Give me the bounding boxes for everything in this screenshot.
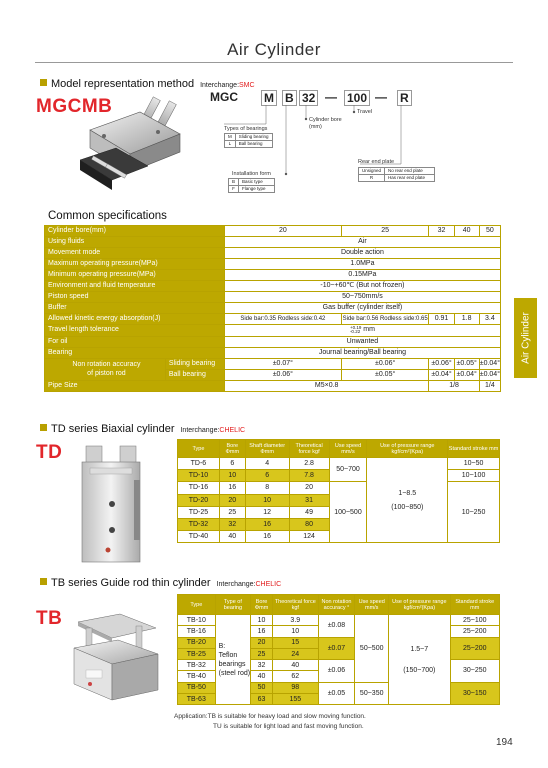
column-header: Shaft diameter Φmm	[245, 440, 289, 458]
td-bore: 16	[219, 482, 245, 494]
spec-row	[45, 314, 501, 325]
rear-plate-label: Rear end plate	[358, 159, 395, 165]
spec-row	[45, 336, 501, 347]
tb-accuracy: ±0.08	[318, 615, 355, 638]
tb-bearing	[215, 615, 251, 705]
spec-row	[45, 237, 501, 248]
spec-value: Gas buffer (cylinder itself)	[224, 303, 500, 314]
code-rear-box: R	[397, 90, 412, 106]
tb-type: TB-32	[178, 660, 216, 671]
code-installation-box: B	[282, 90, 297, 106]
spec-row	[45, 270, 501, 281]
bullet-square-icon	[40, 578, 47, 585]
tb-force: 40	[272, 660, 318, 671]
tb-stroke: 25~200	[450, 626, 500, 637]
spec-value: ±0.04°	[479, 358, 500, 369]
tb-heading-text: TB series Guide rod thin cylinder	[51, 577, 211, 589]
spec-value: ±0.04°	[479, 369, 500, 380]
spec-value: 0.91	[429, 314, 454, 325]
model-label: MGCMB	[36, 96, 113, 117]
td-force: 124	[289, 531, 329, 543]
td-force: 20	[289, 482, 329, 494]
bore-col: 50	[479, 226, 500, 237]
tb-force: 15	[272, 637, 318, 648]
tb-bore: 50	[251, 682, 273, 693]
bearing-types-label: Types of bearings	[224, 126, 268, 132]
tb-type: TB-10	[178, 615, 216, 626]
tb-accuracy: ±0.06	[318, 660, 355, 683]
mgcmb-cylinder-photo	[70, 90, 190, 198]
td-pressure-kgf: 1~8.5	[398, 489, 417, 497]
section-heading-tb	[40, 577, 281, 589]
td-force: 31	[289, 494, 329, 506]
tb-type: TB-40	[178, 671, 216, 682]
tb-spec-table	[177, 594, 500, 705]
spec-value: Journal bearing/Ball bearing	[224, 347, 500, 358]
accuracy-label	[45, 358, 166, 380]
side-tab	[514, 298, 537, 378]
specs-table	[44, 225, 501, 392]
tb-pressure	[389, 615, 450, 705]
td-speed: 50~700	[329, 458, 367, 482]
interchange-note: Interchange:CHELIC	[216, 581, 282, 588]
tb-accuracy: ±0.07	[318, 637, 355, 660]
tb-bore: 20	[251, 637, 273, 648]
td-header-row	[178, 440, 500, 458]
rear-plate-table	[358, 167, 435, 182]
tb-force: 155	[272, 694, 318, 705]
spec-value: ±0.06°	[224, 369, 341, 380]
td-bore: 40	[219, 531, 245, 543]
application-note: Application:TB is suitable for heavy load and slow moving function.	[174, 713, 366, 720]
spec-value: Unwanted	[224, 336, 500, 347]
tb-stroke: 25~100	[450, 615, 500, 626]
tb-force: 98	[272, 682, 318, 693]
spec-value: -10~+60℃ (But not frozen)	[224, 281, 500, 292]
column-header: Use speed mm/s	[355, 595, 389, 615]
spec-value: ±0.04°	[429, 369, 454, 380]
spec-row	[45, 358, 501, 369]
installation-label: Installation form	[232, 171, 271, 177]
table-row	[178, 615, 500, 626]
spec-value: 1.0MPa	[224, 259, 500, 270]
tb-bore: 16	[251, 626, 273, 637]
td-shaft: 12	[245, 506, 289, 518]
spec-label: Bearing	[45, 347, 225, 358]
rear-plate-name: Has rear end plate	[385, 175, 435, 182]
tb-force: 10	[272, 626, 318, 637]
td-shaft: 16	[245, 531, 289, 543]
interchange-brand: CHELIC	[255, 581, 282, 588]
spec-label: Cylinder bore(mm)	[45, 226, 225, 237]
bearing-types-table	[224, 133, 273, 148]
td-type: TD-16	[178, 482, 220, 494]
specs-header-row	[45, 226, 501, 237]
code-dash-2: —	[375, 90, 387, 104]
td-speed: 100~500	[329, 482, 367, 543]
tb-pressure-kpa: (150~700)	[403, 666, 436, 674]
section-heading-model	[40, 78, 255, 90]
bore-col: 32	[429, 226, 454, 237]
table-row	[178, 482, 500, 494]
spec-label: For oil	[45, 336, 225, 347]
spec-label: Ball bearing	[165, 369, 224, 380]
td-type: TD-40	[178, 531, 220, 543]
application-note: TU is suitable for light load and fast moving function.	[213, 723, 364, 730]
spec-value: Double action	[224, 248, 500, 259]
td-bore: 32	[219, 518, 245, 530]
rear-plate-code: R	[359, 175, 385, 182]
interchange-brand: CHELIC	[219, 427, 246, 434]
bore-col: 20	[224, 226, 341, 237]
column-header: Use of pressure range kgf/cm²(Kpa)	[389, 595, 450, 615]
specs-heading: Common specifications	[48, 210, 167, 222]
rear-plate-code: Unsigned	[359, 168, 385, 175]
interchange-brand: SMC	[239, 82, 255, 89]
td-shaft: 16	[245, 518, 289, 530]
column-header: Standard stroke mm	[448, 440, 500, 458]
spec-label: Piston speed	[45, 292, 225, 303]
tb-bearing-line: Teflon	[218, 651, 238, 659]
td-type: TD-10	[178, 470, 220, 482]
column-header: Theoretical force kgf	[272, 595, 318, 615]
column-header: Use of pressure range kgf/cm²(Kpa)	[367, 440, 448, 458]
spec-row	[45, 281, 501, 292]
td-cylinder-photo	[76, 440, 156, 568]
bearing-code: L	[225, 141, 236, 148]
page-title: Air Cylinder	[227, 40, 321, 59]
tolerance-value	[224, 325, 500, 337]
td-force: 49	[289, 506, 329, 518]
td-type: TD-32	[178, 518, 220, 530]
column-header: Type	[178, 595, 216, 615]
tolerance-unit: mm	[363, 326, 375, 333]
column-header: Theoretical force kgf	[289, 440, 329, 458]
installation-table	[228, 178, 275, 193]
spec-row	[45, 380, 501, 391]
tb-bore: 32	[251, 660, 273, 671]
cylinder-bore-label: Cylinder bore	[309, 117, 342, 123]
column-header: Bore Φmm	[251, 595, 273, 615]
tb-cylinder-photo	[60, 612, 170, 708]
accuracy-label-line: Non rotation accuracy	[72, 361, 141, 369]
code-dash-1: —	[325, 90, 337, 104]
spec-label: Environment and fluid temperature	[45, 281, 225, 292]
bearing-name: Sliding bearing	[235, 134, 272, 141]
accuracy-label-line: of piston rod	[87, 370, 126, 378]
tb-bearing-line: bearings	[218, 660, 246, 668]
tb-type: TB-50	[178, 682, 216, 693]
tb-force: 3.9	[272, 615, 318, 626]
spec-value: ±0.06°	[429, 358, 454, 369]
installation-code: F	[229, 186, 239, 193]
spec-label: Movement mode	[45, 248, 225, 259]
spec-row	[45, 325, 501, 337]
td-stroke: 10~50	[448, 458, 500, 470]
rear-plate-name: No rear end plate	[385, 168, 435, 175]
td-shaft: 6	[245, 470, 289, 482]
tb-type: TB-20	[178, 637, 216, 648]
tb-bore: 25	[251, 648, 273, 659]
tb-type: TB-16	[178, 626, 216, 637]
bullet-square-icon	[40, 424, 47, 431]
td-stroke: 10~250	[448, 482, 500, 543]
spec-label: Pipe Size	[45, 380, 225, 391]
td-bore: 20	[219, 494, 245, 506]
spec-value: 1/8	[429, 380, 479, 391]
spec-row	[45, 259, 501, 270]
spec-value: M5×0.8	[224, 380, 429, 391]
td-pressure	[367, 458, 448, 543]
tb-speed: 50~350	[355, 682, 389, 705]
tb-bore: 10	[251, 615, 273, 626]
tb-header-row	[178, 595, 500, 615]
spec-label: Using fluids	[45, 237, 225, 248]
spec-label: Travel length tolerance	[45, 325, 225, 337]
spec-label: Buffer	[45, 303, 225, 314]
td-force: 7.8	[289, 470, 329, 482]
tb-bearing-line: (steel rod)	[218, 669, 251, 677]
page-number: 194	[496, 737, 513, 748]
tb-speed: 50~500	[355, 615, 389, 683]
td-bore: 25	[219, 506, 245, 518]
column-header: Non rotation accuracy °	[318, 595, 355, 615]
spec-value: ±0.05°	[454, 358, 479, 369]
code-bore-box: 32	[299, 90, 318, 106]
tb-bore: 63	[251, 694, 273, 705]
installation-name: Basic type	[239, 179, 275, 186]
tb-type: TB-25	[178, 648, 216, 659]
spec-value: ±0.04°	[454, 369, 479, 380]
spec-value: ±0.06°	[341, 358, 429, 369]
code-bearing-box: M	[261, 90, 277, 106]
spec-row	[45, 303, 501, 314]
td-pressure-kpa: (100~850)	[391, 503, 424, 511]
td-heading-text: TD series Biaxial cylinder	[51, 423, 175, 435]
tolerance-upper: +0.19	[349, 324, 362, 330]
td-bore: 6	[219, 458, 245, 470]
spec-value: ±0.05°	[341, 369, 429, 380]
td-stroke: 10~100	[448, 470, 500, 482]
td-spec-table	[177, 439, 500, 543]
model-code-diagram	[210, 90, 450, 210]
code-travel-box: 100	[344, 90, 370, 106]
spec-value: 3.4	[479, 314, 500, 325]
bullet-square-icon	[40, 79, 47, 86]
spec-value: 0.15MPa	[224, 270, 500, 281]
spec-row	[45, 292, 501, 303]
tb-force: 62	[272, 671, 318, 682]
section-heading-td	[40, 423, 245, 435]
column-header: Bore Φmm	[219, 440, 245, 458]
spec-value: Air	[224, 237, 500, 248]
table-row	[178, 458, 500, 470]
td-type: TD-20	[178, 494, 220, 506]
installation-name: Flange type	[239, 186, 275, 193]
tb-stroke: 30~150	[450, 682, 500, 705]
td-type: TD-25	[178, 506, 220, 518]
tb-type: TB-63	[178, 694, 216, 705]
interchange-note: Interchange:SMC	[200, 82, 255, 89]
td-shaft: 10	[245, 494, 289, 506]
spec-row	[45, 347, 501, 358]
side-tab-label: Air Cylinder	[520, 312, 531, 364]
td-force: 2.8	[289, 458, 329, 470]
td-type: TD-6	[178, 458, 220, 470]
td-bore: 10	[219, 470, 245, 482]
spec-label: Maximum operating pressure(MPa)	[45, 259, 225, 270]
spec-value: ±0.07°	[224, 358, 341, 369]
model-heading-text: Model representation method	[51, 78, 195, 90]
column-header: Type of bearing	[215, 595, 251, 615]
column-header: Use speed mm/s	[329, 440, 367, 458]
spec-value: Side bar:0.56 Rodless side:0.65	[341, 314, 429, 325]
code-prefix: MGC	[210, 90, 238, 104]
tb-force: 24	[272, 648, 318, 659]
column-header: Standard stroke mm	[450, 595, 500, 615]
tb-stroke: 30~250	[450, 660, 500, 683]
column-header: Type	[178, 440, 220, 458]
tb-accuracy: ±0.05	[318, 682, 355, 705]
tb-pressure-kgf: 1.5~7	[410, 645, 429, 653]
spec-value: 1/4	[479, 380, 500, 391]
tb-bore: 40	[251, 671, 273, 682]
td-shaft: 8	[245, 482, 289, 494]
installation-code: B	[229, 179, 239, 186]
bearing-code: M	[225, 134, 236, 141]
bore-col: 40	[454, 226, 479, 237]
bore-col: 25	[341, 226, 429, 237]
spec-value: 1.8	[454, 314, 479, 325]
tolerance-lower: -0.22	[349, 329, 361, 334]
td-force: 80	[289, 518, 329, 530]
title-divider	[35, 62, 513, 63]
td-label: TD	[36, 442, 63, 463]
cylinder-bore-unit: (mm)	[309, 124, 322, 130]
spec-row	[45, 248, 501, 259]
tb-stroke: 25~200	[450, 637, 500, 660]
bearing-name: Ball bearing	[235, 141, 272, 148]
tb-bearing-line: B:	[218, 642, 226, 650]
td-shaft: 4	[245, 458, 289, 470]
interchange-note: Interchange:CHELIC	[180, 427, 246, 434]
spec-value: 50~750mm/s	[224, 292, 500, 303]
spec-label: Allowed kinetic energy absorption(J)	[45, 314, 225, 325]
travel-label: Travel	[357, 109, 373, 115]
tb-label: TB	[36, 608, 63, 629]
spec-value: Side bar:0.35 Rodless side:0.42	[224, 314, 341, 325]
spec-label: Minimum operating pressure(MPa)	[45, 270, 225, 281]
spec-label: Sliding bearing	[165, 358, 224, 369]
